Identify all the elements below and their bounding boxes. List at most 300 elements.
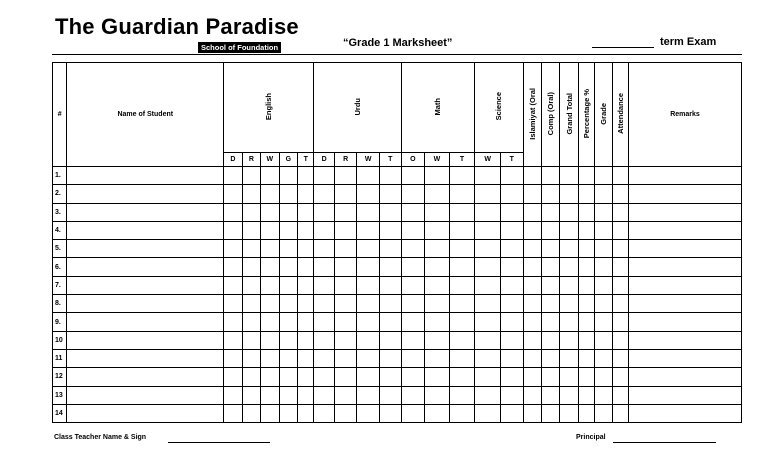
mark-cell[interactable] (500, 368, 523, 386)
mark-cell[interactable] (560, 167, 578, 185)
mark-cell[interactable] (279, 203, 297, 221)
mark-cell[interactable] (401, 167, 425, 185)
mark-cell[interactable] (560, 349, 578, 367)
mark-cell[interactable] (279, 221, 297, 239)
mark-cell[interactable] (224, 331, 242, 349)
mark-cell[interactable] (500, 240, 523, 258)
mark-cell[interactable] (401, 185, 425, 203)
mark-cell[interactable] (224, 313, 242, 331)
mark-cell[interactable] (314, 258, 335, 276)
mark-cell[interactable] (612, 331, 628, 349)
mark-cell[interactable] (595, 276, 612, 294)
mark-cell[interactable] (523, 185, 541, 203)
mark-cell[interactable] (523, 386, 541, 404)
mark-cell[interactable] (298, 203, 314, 221)
mark-cell[interactable] (578, 221, 594, 239)
mark-cell[interactable] (279, 386, 297, 404)
mark-cell[interactable] (560, 276, 578, 294)
mark-cell[interactable] (541, 295, 559, 313)
mark-cell[interactable] (595, 221, 612, 239)
mark-cell[interactable] (314, 386, 335, 404)
remarks-cell[interactable] (629, 295, 742, 313)
mark-cell[interactable] (298, 386, 314, 404)
mark-cell[interactable] (261, 349, 279, 367)
mark-cell[interactable] (314, 276, 335, 294)
remarks-cell[interactable] (629, 404, 742, 422)
mark-cell[interactable] (279, 368, 297, 386)
mark-cell[interactable] (560, 185, 578, 203)
mark-cell[interactable] (595, 331, 612, 349)
mark-cell[interactable] (261, 368, 279, 386)
mark-cell[interactable] (560, 313, 578, 331)
mark-cell[interactable] (314, 240, 335, 258)
mark-cell[interactable] (449, 185, 475, 203)
mark-cell[interactable] (523, 349, 541, 367)
mark-cell[interactable] (595, 404, 612, 422)
student-name-cell[interactable] (67, 185, 224, 203)
mark-cell[interactable] (314, 313, 335, 331)
student-name-cell[interactable] (67, 386, 224, 404)
mark-cell[interactable] (425, 404, 450, 422)
mark-cell[interactable] (242, 349, 260, 367)
mark-cell[interactable] (334, 349, 357, 367)
mark-cell[interactable] (401, 313, 425, 331)
mark-cell[interactable] (314, 295, 335, 313)
mark-cell[interactable] (279, 404, 297, 422)
mark-cell[interactable] (334, 368, 357, 386)
mark-cell[interactable] (279, 349, 297, 367)
mark-cell[interactable] (500, 331, 523, 349)
mark-cell[interactable] (541, 331, 559, 349)
mark-cell[interactable] (595, 167, 612, 185)
mark-cell[interactable] (560, 240, 578, 258)
mark-cell[interactable] (314, 368, 335, 386)
mark-cell[interactable] (357, 313, 380, 331)
mark-cell[interactable] (224, 258, 242, 276)
student-name-cell[interactable] (67, 203, 224, 221)
remarks-cell[interactable] (629, 240, 742, 258)
mark-cell[interactable] (612, 240, 628, 258)
mark-cell[interactable] (425, 258, 450, 276)
remarks-cell[interactable] (629, 203, 742, 221)
mark-cell[interactable] (541, 185, 559, 203)
mark-cell[interactable] (334, 276, 357, 294)
mark-cell[interactable] (242, 404, 260, 422)
mark-cell[interactable] (500, 258, 523, 276)
mark-cell[interactable] (261, 404, 279, 422)
mark-cell[interactable] (314, 185, 335, 203)
mark-cell[interactable] (425, 276, 450, 294)
mark-cell[interactable] (357, 240, 380, 258)
mark-cell[interactable] (380, 386, 402, 404)
mark-cell[interactable] (401, 276, 425, 294)
mark-cell[interactable] (401, 221, 425, 239)
mark-cell[interactable] (314, 404, 335, 422)
mark-cell[interactable] (500, 313, 523, 331)
mark-cell[interactable] (560, 295, 578, 313)
mark-cell[interactable] (541, 167, 559, 185)
mark-cell[interactable] (380, 221, 402, 239)
student-name-cell[interactable] (67, 313, 224, 331)
mark-cell[interactable] (298, 167, 314, 185)
student-name-cell[interactable] (67, 331, 224, 349)
mark-cell[interactable] (298, 349, 314, 367)
mark-cell[interactable] (578, 313, 594, 331)
student-name-cell[interactable] (67, 349, 224, 367)
mark-cell[interactable] (475, 258, 501, 276)
mark-cell[interactable] (224, 349, 242, 367)
mark-cell[interactable] (242, 240, 260, 258)
remarks-cell[interactable] (629, 386, 742, 404)
mark-cell[interactable] (425, 167, 450, 185)
mark-cell[interactable] (242, 386, 260, 404)
mark-cell[interactable] (595, 386, 612, 404)
mark-cell[interactable] (224, 276, 242, 294)
mark-cell[interactable] (279, 240, 297, 258)
mark-cell[interactable] (612, 185, 628, 203)
mark-cell[interactable] (261, 258, 279, 276)
mark-cell[interactable] (541, 404, 559, 422)
mark-cell[interactable] (357, 185, 380, 203)
mark-cell[interactable] (560, 404, 578, 422)
mark-cell[interactable] (298, 313, 314, 331)
mark-cell[interactable] (541, 240, 559, 258)
mark-cell[interactable] (314, 349, 335, 367)
student-name-cell[interactable] (67, 368, 224, 386)
remarks-cell[interactable] (629, 331, 742, 349)
mark-cell[interactable] (475, 386, 501, 404)
mark-cell[interactable] (595, 185, 612, 203)
mark-cell[interactable] (595, 349, 612, 367)
mark-cell[interactable] (298, 295, 314, 313)
student-name-cell[interactable] (67, 240, 224, 258)
mark-cell[interactable] (298, 368, 314, 386)
mark-cell[interactable] (298, 404, 314, 422)
mark-cell[interactable] (523, 313, 541, 331)
mark-cell[interactable] (242, 167, 260, 185)
mark-cell[interactable] (449, 258, 475, 276)
mark-cell[interactable] (279, 167, 297, 185)
mark-cell[interactable] (279, 258, 297, 276)
mark-cell[interactable] (500, 386, 523, 404)
mark-cell[interactable] (357, 203, 380, 221)
mark-cell[interactable] (578, 167, 594, 185)
mark-cell[interactable] (449, 331, 475, 349)
mark-cell[interactable] (560, 368, 578, 386)
mark-cell[interactable] (357, 404, 380, 422)
mark-cell[interactable] (425, 349, 450, 367)
mark-cell[interactable] (357, 331, 380, 349)
mark-cell[interactable] (541, 386, 559, 404)
mark-cell[interactable] (380, 203, 402, 221)
mark-cell[interactable] (380, 349, 402, 367)
mark-cell[interactable] (279, 295, 297, 313)
mark-cell[interactable] (595, 295, 612, 313)
mark-cell[interactable] (523, 331, 541, 349)
mark-cell[interactable] (449, 240, 475, 258)
mark-cell[interactable] (449, 386, 475, 404)
mark-cell[interactable] (261, 331, 279, 349)
student-name-cell[interactable] (67, 404, 224, 422)
mark-cell[interactable] (612, 313, 628, 331)
mark-cell[interactable] (298, 240, 314, 258)
mark-cell[interactable] (578, 404, 594, 422)
student-name-cell[interactable] (67, 295, 224, 313)
mark-cell[interactable] (475, 221, 501, 239)
mark-cell[interactable] (541, 368, 559, 386)
mark-cell[interactable] (612, 221, 628, 239)
mark-cell[interactable] (612, 386, 628, 404)
mark-cell[interactable] (578, 386, 594, 404)
mark-cell[interactable] (314, 221, 335, 239)
mark-cell[interactable] (560, 221, 578, 239)
mark-cell[interactable] (578, 331, 594, 349)
mark-cell[interactable] (261, 313, 279, 331)
mark-cell[interactable] (298, 331, 314, 349)
mark-cell[interactable] (224, 185, 242, 203)
mark-cell[interactable] (560, 331, 578, 349)
mark-cell[interactable] (279, 331, 297, 349)
mark-cell[interactable] (612, 167, 628, 185)
mark-cell[interactable] (401, 295, 425, 313)
mark-cell[interactable] (578, 368, 594, 386)
mark-cell[interactable] (475, 276, 501, 294)
mark-cell[interactable] (523, 404, 541, 422)
mark-cell[interactable] (523, 295, 541, 313)
mark-cell[interactable] (500, 349, 523, 367)
mark-cell[interactable] (334, 313, 357, 331)
teacher-signature-line[interactable] (168, 442, 270, 443)
student-name-cell[interactable] (67, 221, 224, 239)
mark-cell[interactable] (401, 331, 425, 349)
mark-cell[interactable] (449, 276, 475, 294)
mark-cell[interactable] (401, 203, 425, 221)
mark-cell[interactable] (523, 276, 541, 294)
remarks-cell[interactable] (629, 258, 742, 276)
mark-cell[interactable] (500, 295, 523, 313)
mark-cell[interactable] (425, 295, 450, 313)
mark-cell[interactable] (541, 276, 559, 294)
mark-cell[interactable] (224, 221, 242, 239)
mark-cell[interactable] (449, 203, 475, 221)
mark-cell[interactable] (595, 258, 612, 276)
mark-cell[interactable] (612, 368, 628, 386)
mark-cell[interactable] (380, 240, 402, 258)
mark-cell[interactable] (541, 203, 559, 221)
mark-cell[interactable] (224, 386, 242, 404)
mark-cell[interactable] (261, 167, 279, 185)
mark-cell[interactable] (560, 386, 578, 404)
mark-cell[interactable] (334, 386, 357, 404)
mark-cell[interactable] (242, 203, 260, 221)
mark-cell[interactable] (357, 386, 380, 404)
remarks-cell[interactable] (629, 276, 742, 294)
mark-cell[interactable] (475, 349, 501, 367)
mark-cell[interactable] (595, 313, 612, 331)
mark-cell[interactable] (523, 167, 541, 185)
mark-cell[interactable] (523, 240, 541, 258)
mark-cell[interactable] (357, 221, 380, 239)
mark-cell[interactable] (334, 167, 357, 185)
remarks-cell[interactable] (629, 221, 742, 239)
mark-cell[interactable] (541, 258, 559, 276)
mark-cell[interactable] (578, 276, 594, 294)
student-name-cell[interactable] (67, 276, 224, 294)
mark-cell[interactable] (314, 203, 335, 221)
mark-cell[interactable] (475, 331, 501, 349)
mark-cell[interactable] (578, 240, 594, 258)
mark-cell[interactable] (334, 404, 357, 422)
mark-cell[interactable] (279, 313, 297, 331)
mark-cell[interactable] (541, 221, 559, 239)
mark-cell[interactable] (500, 167, 523, 185)
mark-cell[interactable] (380, 295, 402, 313)
mark-cell[interactable] (449, 404, 475, 422)
mark-cell[interactable] (475, 185, 501, 203)
mark-cell[interactable] (578, 203, 594, 221)
mark-cell[interactable] (523, 368, 541, 386)
mark-cell[interactable] (261, 276, 279, 294)
mark-cell[interactable] (541, 313, 559, 331)
mark-cell[interactable] (578, 349, 594, 367)
mark-cell[interactable] (475, 295, 501, 313)
mark-cell[interactable] (595, 368, 612, 386)
mark-cell[interactable] (242, 295, 260, 313)
mark-cell[interactable] (334, 185, 357, 203)
mark-cell[interactable] (261, 221, 279, 239)
mark-cell[interactable] (578, 185, 594, 203)
mark-cell[interactable] (595, 203, 612, 221)
mark-cell[interactable] (500, 404, 523, 422)
mark-cell[interactable] (357, 276, 380, 294)
remarks-cell[interactable] (629, 368, 742, 386)
mark-cell[interactable] (523, 221, 541, 239)
mark-cell[interactable] (380, 258, 402, 276)
mark-cell[interactable] (523, 203, 541, 221)
mark-cell[interactable] (334, 221, 357, 239)
mark-cell[interactable] (224, 404, 242, 422)
mark-cell[interactable] (449, 313, 475, 331)
mark-cell[interactable] (425, 386, 450, 404)
mark-cell[interactable] (425, 221, 450, 239)
mark-cell[interactable] (224, 203, 242, 221)
mark-cell[interactable] (449, 349, 475, 367)
mark-cell[interactable] (612, 295, 628, 313)
mark-cell[interactable] (224, 368, 242, 386)
mark-cell[interactable] (475, 313, 501, 331)
mark-cell[interactable] (578, 295, 594, 313)
mark-cell[interactable] (401, 404, 425, 422)
mark-cell[interactable] (401, 258, 425, 276)
student-name-cell[interactable] (67, 258, 224, 276)
mark-cell[interactable] (261, 203, 279, 221)
mark-cell[interactable] (242, 258, 260, 276)
mark-cell[interactable] (449, 295, 475, 313)
mark-cell[interactable] (261, 185, 279, 203)
mark-cell[interactable] (475, 240, 501, 258)
mark-cell[interactable] (425, 331, 450, 349)
mark-cell[interactable] (523, 258, 541, 276)
mark-cell[interactable] (380, 313, 402, 331)
mark-cell[interactable] (500, 276, 523, 294)
mark-cell[interactable] (242, 276, 260, 294)
mark-cell[interactable] (475, 167, 501, 185)
mark-cell[interactable] (475, 368, 501, 386)
mark-cell[interactable] (357, 295, 380, 313)
remarks-cell[interactable] (629, 349, 742, 367)
mark-cell[interactable] (380, 167, 402, 185)
mark-cell[interactable] (560, 258, 578, 276)
mark-cell[interactable] (612, 203, 628, 221)
mark-cell[interactable] (298, 258, 314, 276)
mark-cell[interactable] (401, 386, 425, 404)
mark-cell[interactable] (541, 349, 559, 367)
mark-cell[interactable] (357, 167, 380, 185)
mark-cell[interactable] (425, 368, 450, 386)
mark-cell[interactable] (314, 331, 335, 349)
mark-cell[interactable] (334, 258, 357, 276)
mark-cell[interactable] (560, 203, 578, 221)
mark-cell[interactable] (475, 203, 501, 221)
mark-cell[interactable] (357, 258, 380, 276)
mark-cell[interactable] (425, 185, 450, 203)
mark-cell[interactable] (334, 295, 357, 313)
mark-cell[interactable] (279, 276, 297, 294)
mark-cell[interactable] (380, 368, 402, 386)
mark-cell[interactable] (425, 240, 450, 258)
mark-cell[interactable] (224, 240, 242, 258)
mark-cell[interactable] (242, 313, 260, 331)
mark-cell[interactable] (298, 276, 314, 294)
remarks-cell[interactable] (629, 313, 742, 331)
mark-cell[interactable] (380, 331, 402, 349)
mark-cell[interactable] (314, 167, 335, 185)
mark-cell[interactable] (224, 295, 242, 313)
mark-cell[interactable] (578, 258, 594, 276)
mark-cell[interactable] (612, 276, 628, 294)
mark-cell[interactable] (380, 404, 402, 422)
mark-cell[interactable] (612, 404, 628, 422)
mark-cell[interactable] (449, 368, 475, 386)
principal-signature-line[interactable] (613, 442, 716, 443)
mark-cell[interactable] (242, 368, 260, 386)
mark-cell[interactable] (500, 221, 523, 239)
mark-cell[interactable] (449, 167, 475, 185)
mark-cell[interactable] (242, 331, 260, 349)
mark-cell[interactable] (279, 185, 297, 203)
mark-cell[interactable] (298, 221, 314, 239)
mark-cell[interactable] (261, 386, 279, 404)
remarks-cell[interactable] (629, 167, 742, 185)
mark-cell[interactable] (224, 167, 242, 185)
mark-cell[interactable] (334, 240, 357, 258)
mark-cell[interactable] (500, 203, 523, 221)
mark-cell[interactable] (401, 349, 425, 367)
mark-cell[interactable] (357, 349, 380, 367)
mark-cell[interactable] (261, 240, 279, 258)
mark-cell[interactable] (380, 276, 402, 294)
mark-cell[interactable] (242, 221, 260, 239)
mark-cell[interactable] (242, 185, 260, 203)
mark-cell[interactable] (612, 349, 628, 367)
mark-cell[interactable] (380, 185, 402, 203)
mark-cell[interactable] (425, 313, 450, 331)
mark-cell[interactable] (261, 295, 279, 313)
student-name-cell[interactable] (67, 167, 224, 185)
mark-cell[interactable] (500, 185, 523, 203)
mark-cell[interactable] (401, 240, 425, 258)
mark-cell[interactable] (401, 368, 425, 386)
